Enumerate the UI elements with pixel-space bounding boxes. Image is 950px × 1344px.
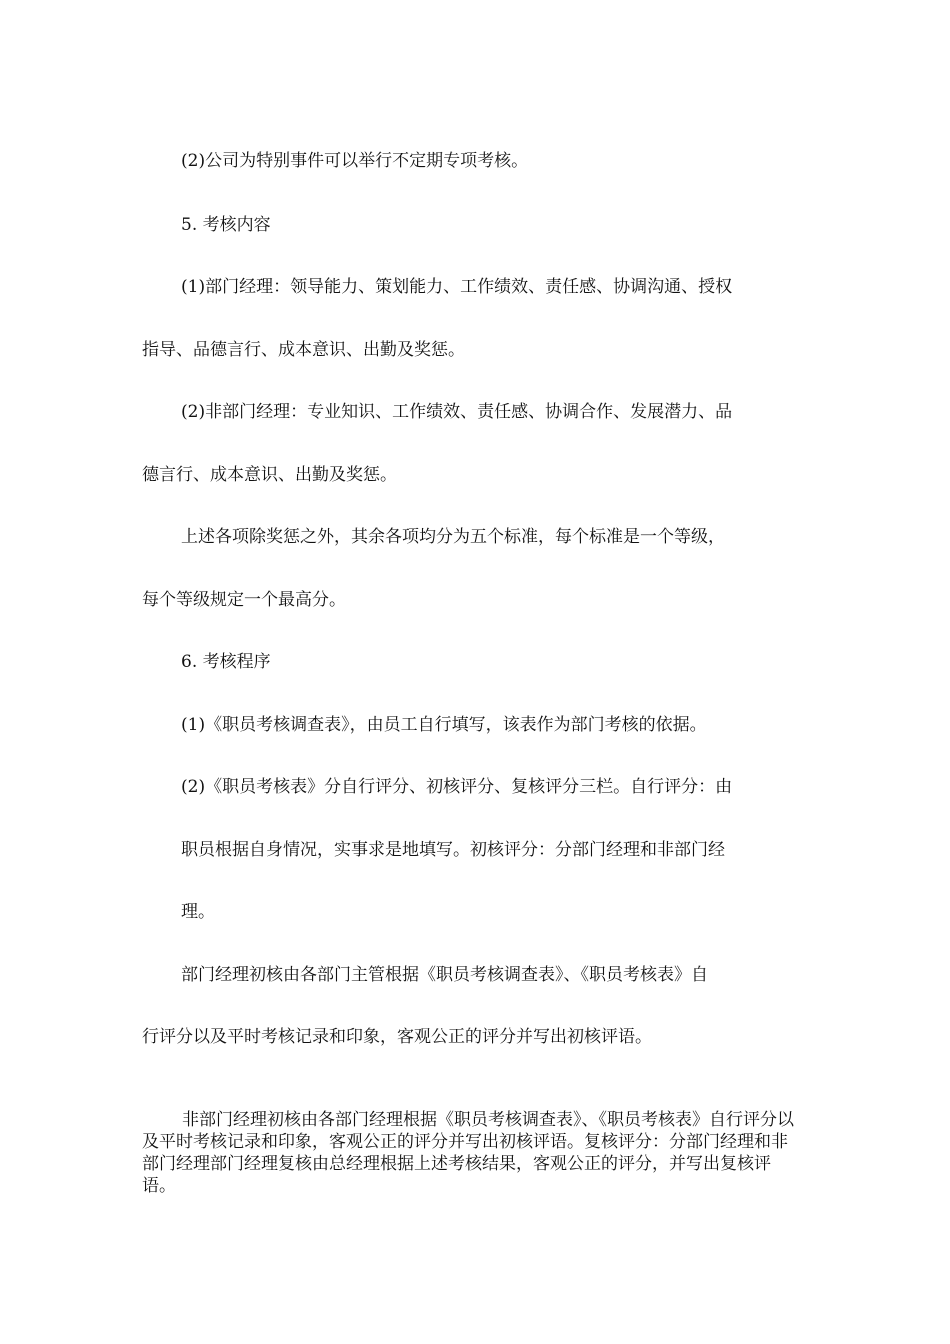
paragraph-grading-line-2: 每个等级规定一个最高分。 [142,590,346,610]
paragraph-manager-review-line-2: 行评分以及平时考核记录和印象，客观公正的评分并写出初核评语。 [142,1027,652,1047]
paragraph-assessment-form-line-1: (2)《职员考核表》分自行评分、初核评分、复核评分三栏。自行评分：由 [181,777,733,797]
paragraph-nonmanager-review-text: 非部门经理初核由各部门经理根据《职员考核调查表》、《职员考核表》自行评分以及平时考核记录和印象，客观公正的评分并写出初核评语。复核评分：分部门经理和非部门经理部门经理复核由总经理根据上述考核结果，客观公正的评分，并写出复核评语。 [142,1110,794,1196]
paragraph-manager-review-line-1: 部门经理初核由各部门主管根据《职员考核调查表》、《职员考核表》自 [181,965,708,985]
paragraph-assessment-form-line-3: 理。 [181,902,215,922]
paragraph-grading-line-1: 上述各项除奖惩之外，其余各项均分为五个标准，每个标准是一个等级， [181,527,725,547]
paragraph-manager-content-line-2: 指导、品德言行、成本意识、出勤及奖惩。 [142,340,465,360]
paragraph-nonmanager-content-line-2: 德言行、成本意识、出勤及奖惩。 [142,465,397,485]
paragraph-manager-content-line-1: (1)部门经理：领导能力、策划能力、工作绩效、责任感、协调沟通、授权 [181,277,733,297]
section-heading-procedure: 6. 考核程序 [181,652,271,672]
paragraph-nonmanager-review [142,1109,802,1197]
paragraph-special-assessment: (2)公司为特别事件可以举行不定期专项考核。 [181,151,529,171]
paragraph-assessment-form-line-2: 职员根据自身情况，实事求是地填写。初核评分：分部门经理和非部门经 [181,840,725,860]
section-heading-content: 5. 考核内容 [181,215,271,235]
paragraph-nonmanager-content-line-1: (2)非部门经理：专业知识、工作绩效、责任感、协调合作、发展潜力、品 [181,402,733,422]
paragraph-survey-form: (1)《职员考核调查表》，由员工自行填写，该表作为部门考核的依据。 [181,715,707,735]
